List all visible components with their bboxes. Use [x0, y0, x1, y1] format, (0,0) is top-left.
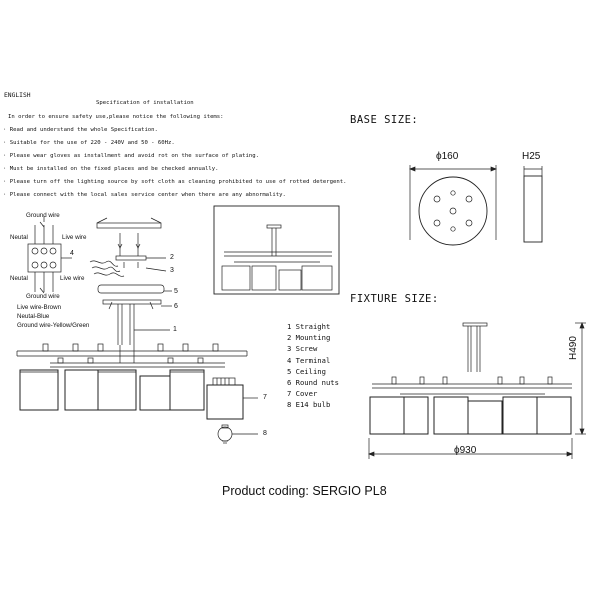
base-size-heading: BASE SIZE:: [350, 114, 419, 126]
spec-item: · Please turn off the lighting source by soft cloth as cleaning prohibited to use of rotted detergent.: [3, 179, 347, 185]
wire-color-neutral: Neutal-Blue: [17, 313, 50, 320]
callout-2: 2: [170, 254, 174, 261]
spec-item: · Please wear gloves as installment and avoid rot on the surface of plating.: [3, 153, 259, 159]
base-height: H25: [522, 151, 541, 162]
callout-5: 5: [174, 288, 178, 295]
spec-item: · Must be installed on the fixed places and be checked annually.: [3, 166, 219, 172]
spec-item: · Suitable for the use of 220 - 240V and 50 - 60Hz.: [3, 140, 175, 146]
spec-language: ENGLISH: [4, 92, 31, 99]
spec-item: · Please connect with the local sales service center when there are any abnormality.: [3, 192, 286, 198]
ground-wire-label-top: Ground wire: [26, 212, 60, 219]
inset-fixture-diagram: [214, 206, 339, 294]
parts-legend: [287, 321, 339, 411]
base-size-diagram: [410, 165, 542, 245]
spec-item: · Read and understand the whole Specification.: [3, 127, 158, 133]
spec-title: Specification of installation: [96, 100, 194, 106]
callout-1: 1: [173, 326, 177, 333]
part-item: 1 Straight: [287, 322, 331, 331]
base-diameter: ϕ160: [436, 151, 459, 162]
fixture-size-heading: FIXTURE SIZE:: [350, 293, 439, 305]
live-wire-label-lower: Live wire: [60, 275, 85, 282]
fixture-size-diagram: [369, 323, 586, 459]
wire-color-live: Live wire-Brown: [17, 304, 62, 311]
product-coding: Product coding: SERGIO PL8: [222, 484, 387, 498]
neutral-label-lower: Neutal: [10, 275, 28, 282]
fixture-height: H490: [568, 336, 579, 360]
part-item: 7 Cover: [287, 389, 318, 399]
part-item: 3 Screw: [287, 344, 318, 354]
part-item: 2 Mounting: [287, 333, 331, 343]
part-item: 6 Round nuts: [287, 378, 339, 388]
callout-6: 6: [174, 303, 178, 310]
mounting-parts-diagram: [90, 218, 172, 345]
fixture-width: ϕ930: [454, 445, 477, 456]
fixture-assembly-diagram: [17, 344, 258, 443]
wire-color-ground: Ground wire-Yellow/Green: [17, 322, 90, 329]
part-item: 8 E14 bulb: [287, 400, 331, 410]
callout-4: 4: [70, 250, 74, 257]
live-wire-label: Live wire: [62, 234, 87, 241]
callout-8: 8: [263, 430, 267, 437]
callout-3: 3: [170, 267, 174, 274]
spec-intro: In order to ensure safety use,please notice the following items:: [8, 114, 224, 120]
part-item: 4 Terminal: [287, 355, 331, 365]
neutral-label: Neutal: [10, 234, 28, 241]
part-item: 5 Ceiling: [287, 366, 326, 376]
ground-wire-label-bottom: Ground wire: [26, 293, 60, 300]
callout-7: 7: [263, 394, 267, 401]
